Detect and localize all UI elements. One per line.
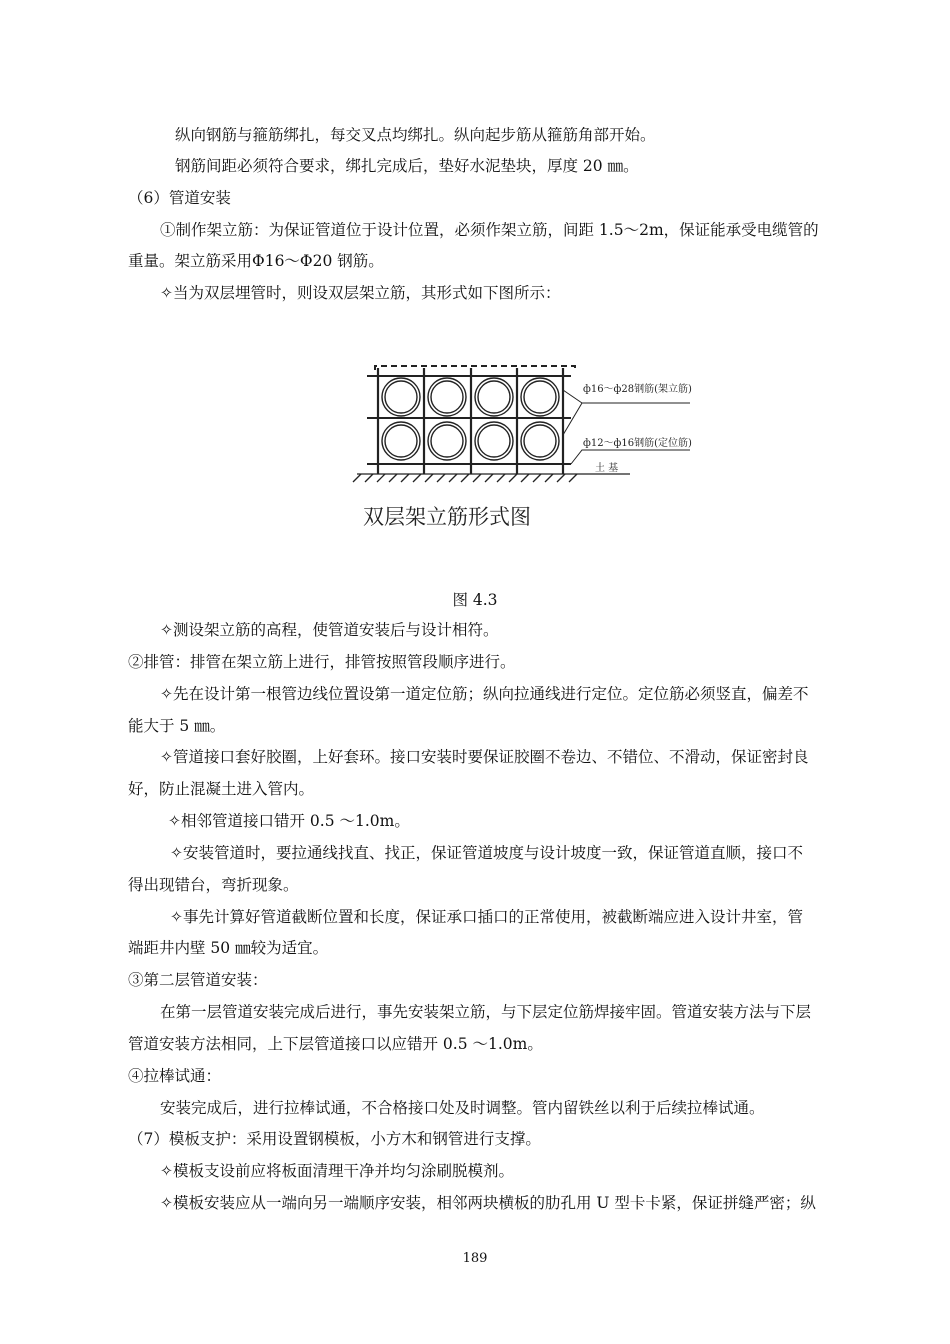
text-line-8: ✧先在设计第一根管边线位置设第一道定位筋；纵向拉通线进行定位。定位筋必须竖直，偏差不 [160,685,809,703]
vertical-bars [378,368,563,474]
text-line-4: 重量。架立筋采用Φ16～Φ20 钢筋。 [128,252,384,270]
text-line-15: ✧事先计算好管道截断位置和长度，保证承口插口的正常使用，被截断端应进入设计井室，管 [170,908,803,926]
text-line-11: 好，防止混凝土进入管内。 [128,780,315,798]
ground-hatch [353,474,630,482]
section-heading-6: （6）管道安装 [128,189,231,207]
page-number: 189 [462,1251,488,1266]
text-line-16: 端距井内壁 50 ㎜较为适宜。 [128,939,329,957]
text-line-14: 得出现错台，弯折现象。 [128,876,299,894]
text-line-17: 在第一层管道安装完成后进行，事先安装架立筋，与下层定位筋焊接牢固。管道安装方法与下层 [160,1003,812,1021]
text-line-18: 管道安装方法相同，上下层管道接口以应错开 0.5 ～1.0m。 [128,1035,543,1053]
figure-caption: 图 4.3 [452,591,498,609]
label-positioning-bar: ф12～ф16钢筋(定位筋) [583,438,692,449]
text-line-1: 纵向钢筋与箍筋绑扎，每交叉点均绑扎。纵向起步筋从箍筋角部开始。 [175,126,656,144]
text-line-20: ✧模板支设前应将板面清理干净并均匀涂刷脱模剂。 [160,1162,514,1180]
text-line-6: ✧测设架立筋的高程，使管道安装后与设计相符。 [160,621,499,639]
text-line-21: ✧模板安装应从一端向另一端顺序安装，相邻两块横板的肋孔用 U 型卡卡紧，保证拼缝严密；纵 [160,1194,816,1212]
label-support-bar: ф16～ф28钢筋(架立筋) [583,384,692,395]
horizontal-bars [367,376,571,464]
text-line-12: ✧相邻管道接口错开 0.5 ～1.0m。 [168,812,410,830]
text-line-7: ②排管：排管在架立筋上进行，排管按照管段顺序进行。 [128,653,516,671]
section-heading-7: （7）模板支护：采用设置钢模板，小方木和钢管进行支撑。 [128,1130,541,1148]
double-layer-support-figure [345,350,765,540]
text-line-13: ✧安装管道时，要拉通线找直、找正，保证管道坡度与设计坡度一致，保证管道直顺，接口不 [170,844,803,862]
section-heading-4: ④拉棒试通： [128,1067,222,1085]
figure-title: 双层架立筋形式图 [363,505,531,529]
text-line-10: ✧管道接口套好胶圈，上好套环。接口安装时要保证胶圈不卷边、不错位、不滑动，保证密封良 [160,748,809,766]
text-line-5: ✧当为双层埋管时，则设双层架立筋，其形式如下图所示： [160,284,561,302]
text-line-2: 钢筋间距必须符合要求，绑扎完成后，垫好水泥垫块，厚度 20 ㎜。 [175,157,639,175]
text-line-9: 能大于 5 ㎜。 [128,717,226,735]
text-line-19: 安装完成后，进行拉棒试通，不合格接口处及时调整。管内留铁丝以利于后续拉棒试通。 [160,1099,765,1117]
dashed-boundary [375,366,575,370]
label-ground: 土 基 [595,463,619,474]
section-heading-3: ③第二层管道安装： [128,971,268,989]
leader-lines [563,390,690,464]
text-line-3: ①制作架立筋：为保证管道位于设计位置，必须作架立筋，间距 1.5～2m，保证能承受电缆管的 [160,221,819,239]
